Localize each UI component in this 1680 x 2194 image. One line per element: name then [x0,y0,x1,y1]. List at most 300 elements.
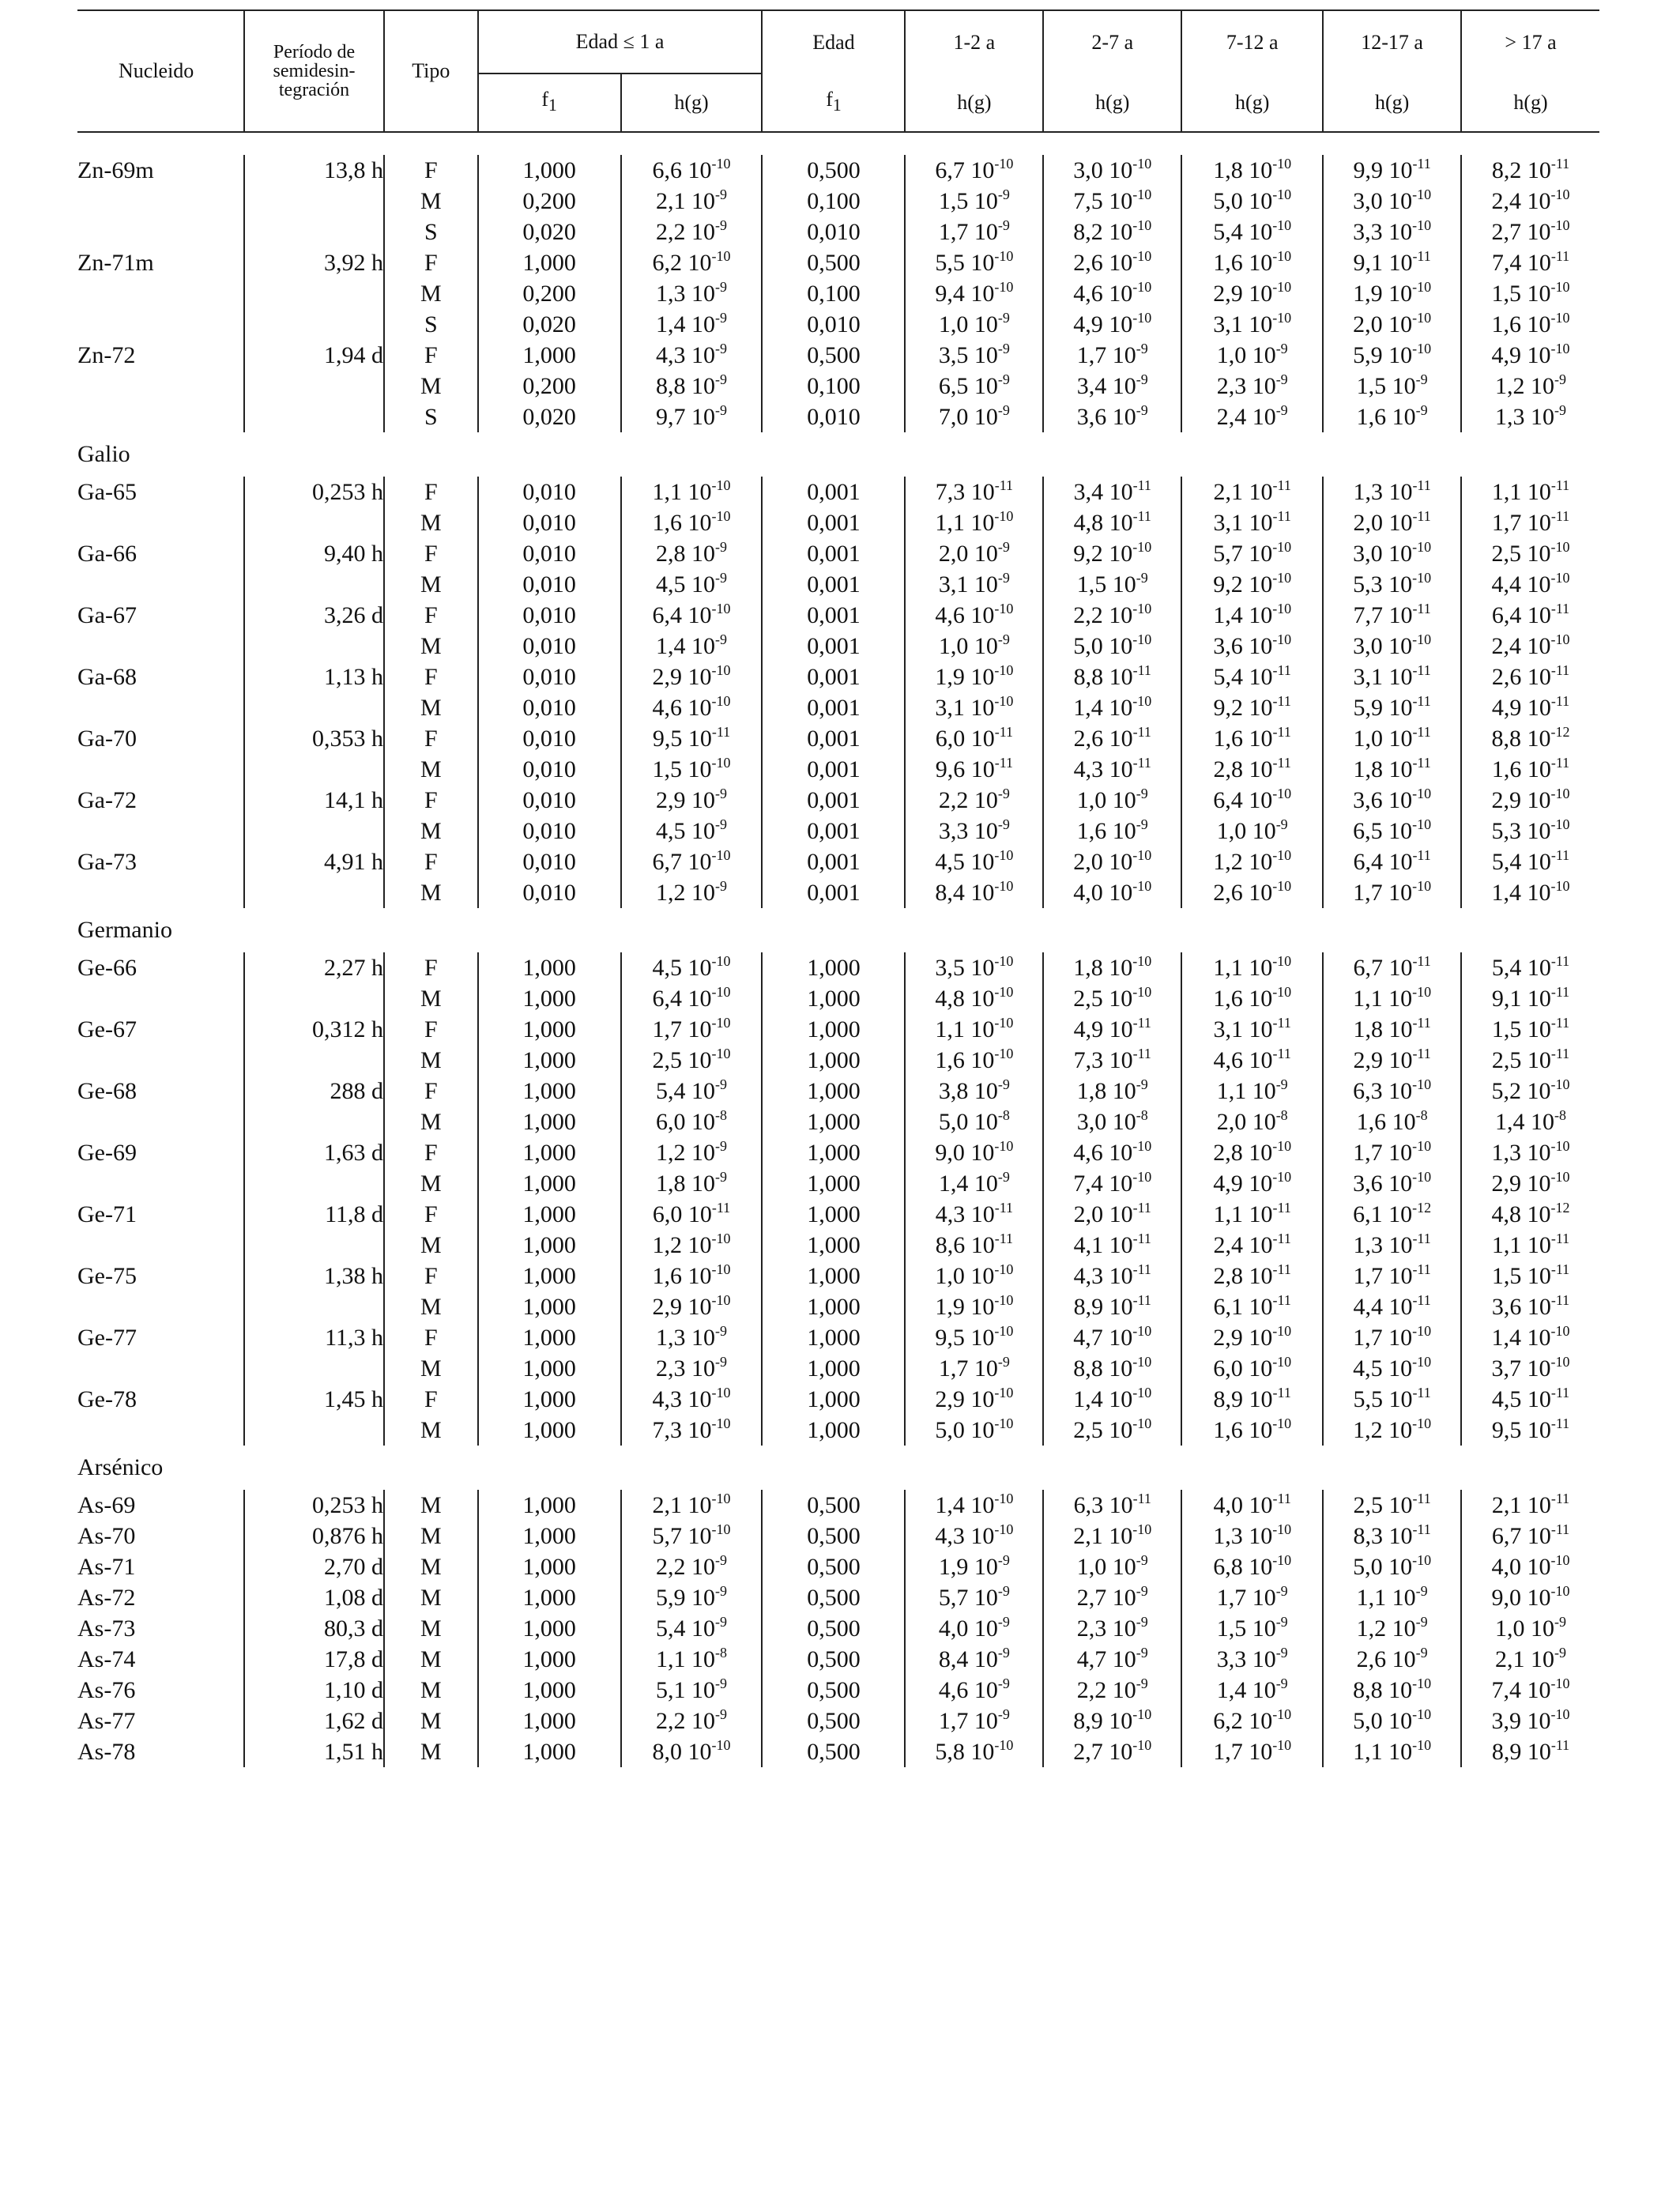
hg-infant-cell-value: 6,6 $10^{-10}$ [652,156,731,183]
mantissa: 2,7 [1491,219,1522,245]
f1-infant-cell-value: 1,000 [522,1739,576,1765]
half-life-value: 2,27 h [324,955,383,981]
hg-2-7-cell-value: 5,0 $10^{-10}$ [1073,631,1152,659]
hg-gt17-cell [1461,600,1599,662]
hg-infant-cell-value: 1,3 $10^{-9}$ [656,1323,728,1351]
exponent: -9 [715,187,728,202]
hg-1-2-cell-value: 7,0 $10^{-9}$ [938,402,1010,430]
hg-1-2-cell-value: 1,0 $10^{-9}$ [938,631,1010,659]
hg-2-7-cell-value: 8,9 $10^{-10}$ [1073,1706,1152,1734]
hg-infant-cell-value: 1,4 $10^{-9}$ [656,631,728,659]
exponent: -10 [1272,1416,1292,1431]
mantissa: 5,4 [1213,664,1244,690]
mantissa: 9,5 [1491,1417,1522,1443]
f1-cell [762,785,905,846]
tipo-cell [384,952,478,1014]
hg-1-2-cell-value: 4,0 $10^{-9}$ [938,1614,1010,1642]
hg-infant-cell-value: 4,5 $10^{-9}$ [656,816,728,844]
hg-1-2-cell [905,1521,1043,1551]
mantissa: 2,9 [1353,1047,1383,1073]
exponent: -11 [1272,1200,1291,1216]
exponent: -11 [1550,953,1570,969]
mantissa: 1,3 [1353,1232,1383,1258]
tipo-cell-value: F [424,955,438,981]
exponent: -8 [715,1107,728,1123]
tipo-cell [384,1490,478,1521]
mantissa: 3,5 [935,955,965,981]
f1-infant-cell [478,477,621,538]
hg-1-2-cell-value: 3,3 $10^{-9}$ [938,816,1010,844]
nuclide-label: As-73 [77,1615,136,1642]
hg-infant-cell [621,1076,763,1137]
exponent: -10 [994,1138,1014,1154]
exponent: -9 [715,279,728,295]
table-row [77,1322,1599,1384]
exponent: -10 [1272,248,1292,264]
tipo-cell [384,846,478,908]
mantissa: 5,4 [1491,849,1522,875]
hg-gt17-cell [1461,785,1599,846]
hg-gt17-cell-value: 8,9 $10^{-11}$ [1491,1737,1570,1765]
tipo-cell-value: M [420,1109,442,1135]
mantissa: 5,1 [656,1677,686,1703]
f1-infant-cell-value: 1,000 [522,1386,576,1412]
tipo-cell [384,662,478,723]
f1-cell [762,1582,905,1613]
f1-infant-cell [478,785,621,846]
hg-1-2-cell-value: 4,6 $10^{-10}$ [935,601,1014,628]
exponent: -10 [711,1231,731,1246]
hg-gt17-cell [1461,1199,1599,1261]
exponent: -9 [715,1614,728,1630]
hg-7-12-cell-value: 4,9 $10^{-10}$ [1213,1169,1292,1197]
table-row [77,1261,1599,1322]
nuclide-label: Ga-72 [77,787,137,813]
f1-cell-value: 0,500 [807,1677,861,1703]
exponent: -10 [1132,1169,1152,1185]
exponent: -9 [1136,816,1148,832]
tipo-cell-value: M [420,633,442,659]
mantissa: 3,8 [938,1078,969,1104]
f1-cell [762,1706,905,1736]
f1-cell-value: 0,001 [807,726,861,752]
f1-cell-value: 0,500 [807,1523,861,1549]
mantissa: 3,6 [1213,633,1243,659]
exponent: -11 [1550,601,1570,616]
hg-1-2-cell-value: 9,6 $10^{-11}$ [935,755,1014,782]
hg-gt17-cell [1461,1490,1599,1521]
nuclide-name [77,785,244,846]
hg-infant-cell [621,1014,763,1076]
hg-gt17-cell-value: 4,0 $10^{-10}$ [1491,1552,1570,1580]
nuclide-name [77,1076,244,1137]
mantissa: 9,1 [1491,986,1522,1012]
hg-gt17-cell [1461,1521,1599,1551]
nuclide-name [77,340,244,432]
hg-12-17-cell-value: 1,8 $10^{-11}$ [1353,1015,1431,1042]
hg-1-2-cell [905,662,1043,723]
hg-12-17-cell-value: 8,8 $10^{-10}$ [1353,1676,1432,1703]
f1-cell-value: 1,000 [807,1201,861,1227]
exponent: -11 [1550,1015,1570,1031]
exponent: -10 [711,1521,731,1537]
hg-gt17-cell [1461,1675,1599,1706]
exponent: -10 [1412,570,1432,586]
mantissa: 4,5 [656,571,686,598]
mantissa: 1,0 [935,1263,965,1289]
mantissa: 2,6 [1356,1646,1387,1672]
exponent: -10 [1132,310,1152,326]
exponent: -9 [1415,402,1428,418]
mantissa: 6,7 [652,849,683,875]
nuclide-name [77,1675,244,1706]
exponent: -9 [715,816,728,832]
hg-2-7-cell [1043,1706,1181,1736]
nuclide-label: Ge-69 [77,1140,137,1166]
exponent: -9 [1136,371,1148,387]
hg-7-12-cell-value: 3,6 $10^{-10}$ [1213,631,1292,659]
mantissa: 6,1 [1353,1201,1383,1227]
exponent: -10 [711,248,731,264]
exponent: -10 [1412,878,1432,894]
tipo-cell [384,247,478,340]
tipo-cell-value: F [424,342,438,368]
hg-12-17-cell-value: 1,3 $10^{-11}$ [1353,1231,1431,1258]
exponent: -9 [1275,1076,1288,1092]
exponent: -11 [1412,755,1431,771]
exponent: -9 [997,1614,1010,1630]
mantissa: 5,3 [1491,818,1522,844]
mantissa: 3,1 [1213,1016,1244,1042]
exponent: -10 [1550,1076,1570,1092]
f1-infant-cell [478,247,621,340]
mantissa: 8,8 [656,373,686,399]
mantissa: 4,6 [1213,1047,1244,1073]
mantissa: 5,0 [935,1417,965,1443]
hg-1-2-cell-value: 2,0 $10^{-9}$ [938,539,1010,567]
hg-1-2-cell-value: 1,4 $10^{-9}$ [938,1169,1010,1197]
exponent: -9 [715,402,728,418]
mantissa: 2,0 [1073,1201,1104,1227]
exponent: -9 [997,371,1010,387]
exponent: -9 [1554,1614,1567,1630]
mantissa: 3,7 [1491,1355,1522,1382]
mantissa: 2,6 [1213,880,1243,906]
f1-infant-cell-value: 1,000 [522,1615,576,1642]
mantissa: 6,4 [1491,602,1522,628]
exponent: -11 [1132,508,1151,524]
table-header [77,10,1599,132]
hg-1-2-cell-value: 5,5 $10^{-10}$ [935,248,1014,276]
mantissa: 2,3 [1076,1615,1107,1642]
hg-2-7-cell [1043,723,1181,785]
exponent: -10 [994,156,1014,172]
hg-2-7-cell-value: 4,9 $10^{-10}$ [1073,310,1152,337]
nuclide-name [77,1490,244,1521]
nuclide-name [77,1644,244,1675]
hg-infant-cell-value: 1,1 $10^{-10}$ [652,477,731,505]
hg-7-12-cell-value: 2,8 $10^{-11}$ [1213,755,1291,782]
exponent: -10 [711,1261,731,1277]
hg-infant-cell-value: 1,2 $10^{-9}$ [656,878,728,906]
table-row [77,785,1599,846]
header-hg-12-17: h(g) [1323,74,1461,132]
mantissa: 6,0 [656,1109,686,1135]
hg-2-7-cell-value: 8,2 $10^{-10}$ [1073,217,1152,245]
tipo-cell-value: M [420,880,442,906]
f1-cell [762,1137,905,1199]
exponent: -11 [1412,1521,1431,1537]
header-hg-infant: h(g) [621,74,763,132]
exponent: -10 [994,1491,1014,1506]
mantissa: 1,6 [1356,404,1387,430]
half-life [244,1644,384,1675]
hg-2-7-cell [1043,1551,1181,1582]
hg-2-7-cell [1043,1675,1181,1706]
mantissa: 1,7 [938,1355,969,1382]
exponent: -9 [1136,1583,1148,1599]
exponent: -11 [1412,953,1431,969]
hg-2-7-cell [1043,1490,1181,1521]
hg-2-7-cell-value: 8,8 $10^{-11}$ [1073,662,1151,690]
hg-12-17-cell-value: 1,9 $10^{-10}$ [1353,279,1432,307]
exponent: -10 [1550,631,1570,647]
mantissa: 2,9 [935,1386,965,1412]
f1-cell-value: 1,000 [807,1140,861,1166]
exponent: -11 [1550,477,1570,493]
hg-gt17-cell-value: 1,3 $10^{-10}$ [1491,1138,1570,1166]
exponent: -11 [1412,248,1431,264]
hg-12-17-cell [1323,340,1461,432]
mantissa: 6,8 [1213,1554,1243,1580]
mantissa: 7,7 [1353,602,1383,628]
mantissa: 4,0 [1491,1554,1522,1580]
tipo-cell [384,1551,478,1582]
hg-12-17-cell [1323,1551,1461,1582]
hg-2-7-cell-value: 7,3 $10^{-11}$ [1073,1046,1151,1073]
half-life [244,1551,384,1582]
hg-7-12-cell [1181,1644,1323,1675]
hg-1-2-cell [905,1322,1043,1384]
exponent: -9 [997,341,1010,356]
mantissa: 1,4 [1073,695,1103,721]
hg-infant-cell [621,1551,763,1582]
half-life-value: 1,94 d [324,342,383,368]
hg-12-17-cell [1323,155,1461,247]
nuclide-label: Zn-71m [77,250,154,276]
nuclide-name [77,247,244,340]
mantissa: 3,6 [1076,404,1107,430]
exponent: -12 [1550,724,1570,740]
exponent: -10 [1272,984,1292,1000]
exponent: -11 [1412,1046,1431,1061]
hg-infant-cell-value: 2,8 $10^{-9}$ [656,539,728,567]
f1-cell [762,1613,905,1644]
f1-infant-cell-value: 0,010 [522,726,576,752]
f1-cell-value: 0,500 [807,1615,861,1642]
exponent: -10 [1132,1354,1152,1370]
exponent: -10 [1132,1521,1152,1537]
mantissa: 4,3 [652,1386,683,1412]
hg-12-17-cell-value: 4,4 $10^{-11}$ [1353,1292,1431,1320]
half-life-value: 3,26 d [324,602,383,628]
hg-7-12-cell-value: 1,4 $10^{-9}$ [1216,1676,1288,1703]
tipo-cell-value: F [424,479,438,505]
hg-12-17-cell-value: 5,3 $10^{-10}$ [1353,570,1432,598]
hg-2-7-cell [1043,846,1181,908]
exponent: -10 [711,984,731,1000]
exponent: -10 [1272,1706,1292,1722]
f1-infant-cell-value: 1,000 [522,1078,576,1104]
exponent: -11 [1272,724,1291,740]
exponent: -9 [1275,1614,1288,1630]
hg-12-17-cell-value: 5,5 $10^{-11}$ [1353,1385,1431,1412]
exponent: -10 [1550,1676,1570,1691]
tipo-cell [384,340,478,432]
mantissa: 4,3 [935,1201,966,1227]
hg-infant-cell-value: 2,3 $10^{-9}$ [656,1354,728,1382]
nuclide-name [77,1322,244,1384]
mantissa: 2,5 [1073,1417,1103,1443]
hg-12-17-cell-value: 3,0 $10^{-10}$ [1353,631,1432,659]
hg-7-12-cell-value: 1,6 $10^{-10}$ [1213,1416,1292,1443]
exponent: -11 [1412,724,1431,740]
exponent: -10 [1132,217,1152,233]
hg-infant-cell-value: 2,5 $10^{-10}$ [652,1046,731,1073]
exponent: -10 [994,1292,1014,1308]
mantissa: 5,8 [935,1739,965,1765]
exponent: -10 [1550,217,1570,233]
header-edad: Edad [762,10,905,74]
exponent: -10 [1412,984,1432,1000]
exponent: -10 [1132,539,1152,555]
tipo-cell-value: M [420,373,442,399]
hg-infant-cell-value: 1,1 $10^{-8}$ [656,1645,728,1672]
mantissa: 1,6 [1213,726,1244,752]
hg-2-7-cell [1043,1613,1181,1644]
hg-7-12-cell-value: 2,3 $10^{-9}$ [1216,371,1288,399]
exponent: -9 [715,217,728,233]
hg-gt17-cell-value: 1,3 $10^{-9}$ [1495,402,1567,430]
exponent: -8 [715,1645,728,1661]
hg-infant-cell-value: 9,7 $10^{-9}$ [656,402,728,430]
f1-infant-cell-value: 0,010 [522,849,576,875]
exponent: -11 [1550,248,1570,264]
mantissa: 4,0 [938,1615,969,1642]
mantissa: 3,6 [1353,1171,1383,1197]
nuclide-label: Ga-66 [77,541,137,567]
exponent: -10 [1550,1169,1570,1185]
hg-2-7-cell [1043,538,1181,600]
exponent: -11 [994,1231,1014,1246]
hg-1-2-cell-value: 4,3 $10^{-10}$ [935,1521,1014,1549]
exponent: -10 [711,601,731,616]
hg-7-12-cell-value: 1,3 $10^{-10}$ [1213,1521,1292,1549]
hg-infant-cell-value: 1,6 $10^{-10}$ [652,1261,731,1289]
exponent: -10 [1272,1521,1292,1537]
f1-infant-cell [478,340,621,432]
hg-gt17-cell-value: 3,7 $10^{-10}$ [1491,1354,1570,1382]
f1-infant-cell [478,1736,621,1767]
hg-7-12-cell-value: 4,0 $10^{-11}$ [1213,1491,1291,1518]
f1-cell-value: 0,500 [807,1646,861,1672]
mantissa: 2,5 [652,1047,683,1073]
hg-7-12-cell-value: 1,4 $10^{-10}$ [1213,601,1292,628]
hg-gt17-cell-value: 2,5 $10^{-10}$ [1491,539,1570,567]
exponent: -11 [1550,1416,1570,1431]
f1-cell-value: 1,000 [807,1386,861,1412]
nuclide-label: As-70 [77,1523,136,1549]
mantissa: 4,9 [1491,695,1522,721]
exponent: -11 [1132,755,1151,771]
mantissa: 1,5 [1076,571,1107,598]
mantissa: 1,7 [1491,510,1522,536]
exponent: -9 [1275,341,1288,356]
hg-12-17-cell [1323,1675,1461,1706]
exponent: -10 [1272,1552,1292,1568]
exponent: -11 [1412,601,1431,616]
hg-12-17-cell [1323,600,1461,662]
mantissa: 2,0 [1353,311,1383,337]
mantissa: 7,3 [652,1417,683,1443]
tipo-cell [384,1613,478,1644]
half-life-value: 1,13 h [324,664,383,690]
tipo-cell-value: F [424,541,438,567]
mantissa: 6,3 [1073,1492,1104,1518]
mantissa: 1,1 [935,510,965,536]
hg-1-2-cell-value: 4,8 $10^{-10}$ [935,984,1014,1012]
mantissa: 2,2 [656,1708,686,1734]
f1-cell-value: 1,000 [807,1047,861,1073]
mantissa: 2,9 [652,664,683,690]
mantissa: 2,9 [1213,1325,1243,1351]
hg-12-17-cell [1323,785,1461,846]
hg-1-2-cell-value: 1,9 $10^{-10}$ [935,1292,1014,1320]
hg-gt17-cell [1461,1076,1599,1137]
mantissa: 5,9 [656,1585,686,1611]
mantissa: 1,5 [1491,281,1522,307]
hg-12-17-cell-value: 3,3 $10^{-10}$ [1353,217,1432,245]
mantissa: 4,3 [1073,756,1104,782]
hg-12-17-cell-value: 5,0 $10^{-10}$ [1353,1706,1432,1734]
hg-12-17-cell [1323,477,1461,538]
hg-2-7-cell-value: 3,0 $10^{-10}$ [1073,156,1152,183]
hg-1-2-cell-value: 4,5 $10^{-10}$ [935,847,1014,875]
exponent: -11 [994,1200,1014,1216]
mantissa: 1,5 [1491,1016,1522,1042]
hg-infant-cell-value: 2,1 $10^{-10}$ [652,1491,731,1518]
mantissa: 2,6 [1491,664,1522,690]
f1-cell-value: 1,000 [807,1263,861,1289]
hg-7-12-cell-value: 1,1 $10^{-10}$ [1213,953,1292,981]
mantissa: 4,8 [1491,1201,1522,1227]
tipo-cell [384,1675,478,1706]
f1-infant-cell [478,538,621,600]
f1-infant-cell-value: 1,000 [522,1201,576,1227]
mantissa: 4,6 [935,602,965,628]
f1-infant-cell-value: 0,010 [522,633,576,659]
hg-7-12-cell-value: 1,7 $10^{-9}$ [1216,1583,1288,1611]
mantissa: 9,0 [935,1140,965,1166]
nuclide-name [77,1706,244,1736]
half-life [244,1261,384,1322]
hg-2-7-cell [1043,662,1181,723]
exponent: -9 [1415,1614,1428,1630]
exponent: -10 [994,662,1014,678]
f1-infant-cell-value: 1,000 [522,1016,576,1042]
exponent: -10 [994,953,1014,969]
hg-7-12-cell [1181,1706,1323,1736]
